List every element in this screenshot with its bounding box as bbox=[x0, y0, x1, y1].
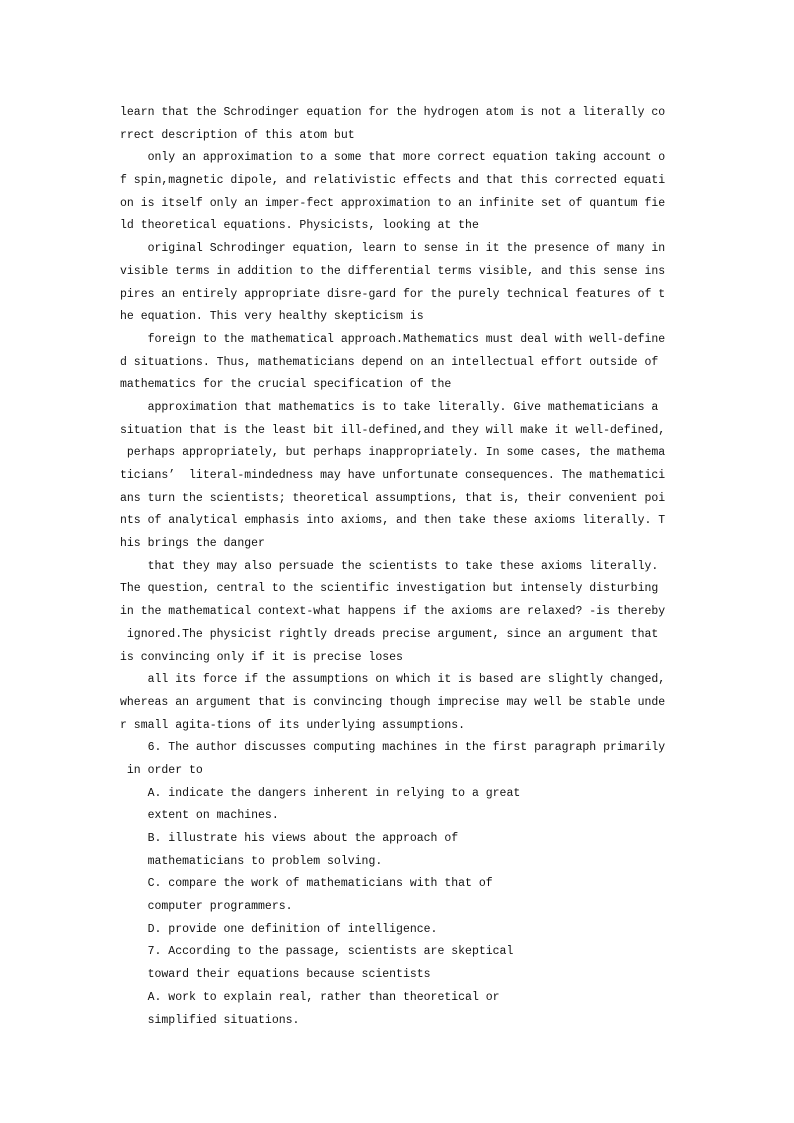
passage-line: d situations. Thus, mathematicians depend on an intellectual effort outside of bbox=[120, 355, 659, 369]
question-6-option-d: D. provide one definition of intelligence. bbox=[120, 922, 438, 936]
passage-line: The question, central to the scientific investigation but intensely disturbing bbox=[120, 582, 659, 596]
passage-line: mathematics for the crucial specification of the bbox=[120, 378, 452, 392]
passage-line: in the mathematical context-what happens if the axioms are relaxed? -is thereby bbox=[120, 605, 666, 619]
question-6-option-b: B. illustrate his views about the approach of bbox=[120, 832, 459, 845]
passage-line: ld theoretical equations. Physicists, looking at the bbox=[120, 219, 479, 233]
passage-line: approximation that mathematics is to take literally. Give mathematicians a bbox=[120, 400, 659, 414]
passage-line: his brings the danger bbox=[120, 537, 265, 551]
passage-line: only an approximation to a some that more correct equation taking account o bbox=[120, 151, 666, 165]
question-6-option-a: A. indicate the dangers inherent in relying to a great bbox=[120, 786, 521, 800]
passage-line: r small agita-tions of its underlying assumptions. bbox=[120, 718, 466, 732]
passage-line: ticians’ literal-mindedness may have unfortunate consequences. The mathematici bbox=[120, 469, 666, 482]
passage-line: foreign to the mathematical approach.Mathematics must deal with well-define bbox=[120, 332, 666, 346]
question-6-option-c: C. compare the work of mathematicians with that of bbox=[120, 877, 493, 891]
question-7-stem: toward their equations because scientists bbox=[120, 968, 431, 982]
passage-line: situation that is the least bit ill-defined,and they will make it well-defined, bbox=[120, 423, 666, 437]
passage-line: original Schrodinger equation, learn to sense in it the presence of many in bbox=[120, 242, 666, 256]
passage-line: on is itself only an imper-fect approximation to an infinite set of quantum fie bbox=[120, 196, 666, 210]
document-page bbox=[120, 102, 680, 1032]
passage-line: ignored.The physicist rightly dreads precise argument, since an argument that bbox=[120, 627, 659, 641]
passage-line: that they may also persuade the scientists to take these axioms literally. bbox=[120, 559, 659, 573]
passage-line: nts of analytical emphasis into axioms, and then take these axioms literally. T bbox=[120, 514, 666, 528]
question-7-stem: 7. According to the passage, scientists are skeptical bbox=[120, 945, 514, 959]
passage-line: learn that the Schrodinger equation for the hydrogen atom is not a literally co bbox=[120, 106, 666, 119]
passage-line: whereas an argument that is convincing though imprecise may well be stable unde bbox=[120, 695, 666, 709]
passage-line: pires an entirely appropriate disre-gard for the purely technical features of t bbox=[120, 287, 666, 301]
passage-line: all its force if the assumptions on which it is based are slightly changed, bbox=[120, 673, 666, 687]
passage-line: he equation. This very healthy skepticism is bbox=[120, 310, 424, 324]
question-6-stem: in order to bbox=[120, 763, 203, 777]
passage-line: f spin,magnetic dipole, and relativistic effects and that this corrected equati bbox=[120, 174, 666, 188]
passage-line: rrect description of this atom but bbox=[120, 128, 355, 142]
question-6-option-b: mathematicians to problem solving. bbox=[120, 854, 383, 868]
question-7-option-a: A. work to explain real, rather than theoretical or bbox=[120, 990, 500, 1004]
passage-line: visible terms in addition to the differential terms visible, and this sense ins bbox=[120, 264, 666, 278]
question-6-option-c: computer programmers. bbox=[120, 900, 293, 914]
question-6-option-a: extent on machines. bbox=[120, 809, 279, 823]
passage-line: is convincing only if it is precise loses bbox=[120, 650, 403, 664]
passage-line: ans turn the scientists; theoretical assumptions, that is, their convenient poi bbox=[120, 491, 666, 505]
passage-line: perhaps appropriately, but perhaps inappropriately. In some cases, the mathema bbox=[120, 446, 666, 460]
question-6-stem: 6. The author discusses computing machines in the first paragraph primarily bbox=[120, 741, 666, 755]
question-7-option-a: simplified situations. bbox=[120, 1013, 300, 1027]
